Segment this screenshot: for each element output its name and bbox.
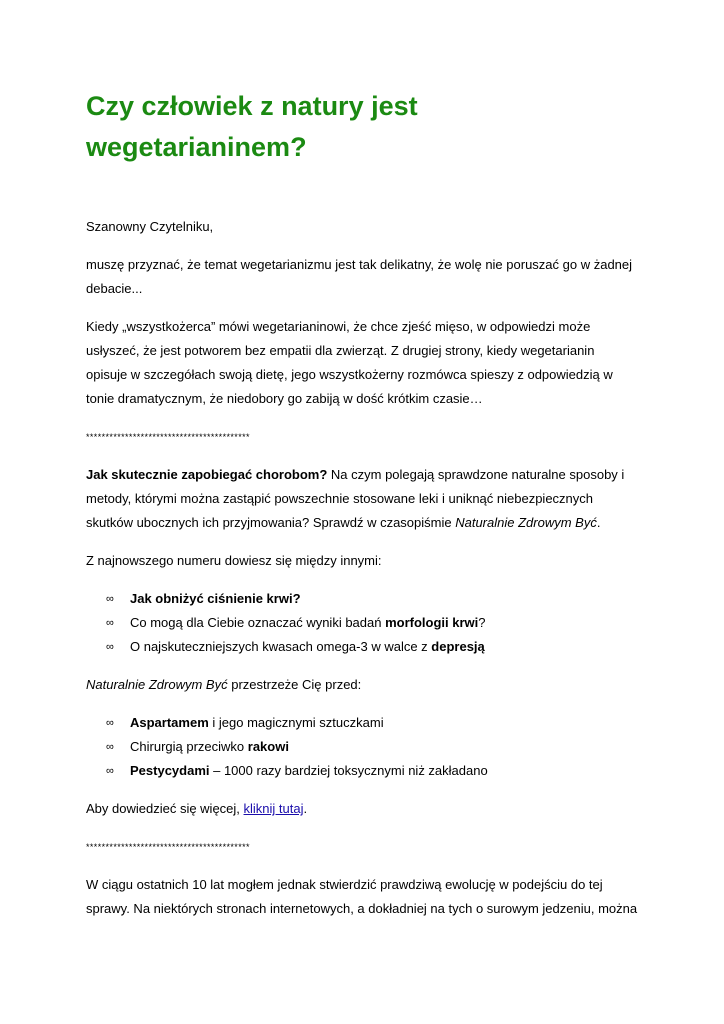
list-item: [86, 611, 638, 635]
list-item: [86, 635, 638, 659]
list-item-bold: depresją: [431, 639, 485, 654]
list-item: [86, 587, 638, 611]
infinity-bullet-icon: ∞: [106, 617, 114, 629]
warnings-intro: [86, 673, 638, 697]
separator-bottom: ******************************************: [86, 842, 250, 852]
list-item-bold: Pestycydami: [130, 763, 210, 778]
warnings-intro-text: przestrzeże Cię przed:: [227, 677, 362, 692]
list-item-text-end: i jego magicznymi sztuczkami: [208, 715, 384, 730]
list-item: [86, 735, 638, 759]
list-item-bold: rakowi: [247, 739, 289, 754]
newest-issue-intro: Z najnowszego numeru dowiesz się między innymi:: [86, 553, 382, 568]
magazine-name: Naturalnie Zdrowym Być: [455, 515, 597, 530]
promo-end: .: [596, 515, 601, 530]
infinity-bullet-icon: ∞: [106, 765, 114, 777]
list-item-bold: Jak obniżyć ciśnienie krwi?: [130, 591, 301, 606]
infinity-bullet-icon: ∞: [106, 593, 114, 605]
promo-question: Jak skutecznie zapobiegać chorobom?: [86, 467, 328, 482]
magazine-name: Naturalnie Zdrowym Być: [86, 677, 228, 692]
separator-top: ******************************************: [86, 432, 250, 442]
argument-paragraph: Kiedy „wszystkożerca” mówi wegetarianinowi, że chce zjeść mięso, w odpowiedzi może usłyszeć, że jest potworem bez empatii dla zwierząt. Z drugiej strony, kiedy wegetarianin opisuje w szczegółach swoją dietę, jego wszystkożerny rozmówca spieszy z odpowiedzią w tonie dramatycznym, że niedobory go zabiją w dość krótkim czasie…: [86, 319, 613, 406]
promo-paragraph: [86, 463, 638, 535]
more-info-text: Aby dowiedzieć się więcej,: [86, 801, 244, 816]
more-info-paragraph: [86, 797, 638, 821]
greeting-paragraph: Szanowny Czytelniku,: [86, 219, 214, 234]
list-item-text: Co mogą dla Ciebie oznaczać wyniki badań: [130, 615, 386, 630]
more-info-end: .: [303, 801, 308, 816]
list-item-bold: Aspartamem: [130, 715, 209, 730]
page-title: Czy człowiek z natury jest wegetarianinem?: [86, 91, 418, 162]
list-item-bold: morfologii krwi: [385, 615, 479, 630]
warnings-list: [86, 711, 638, 783]
infinity-bullet-icon: ∞: [106, 717, 114, 729]
list-item-text: Chirurgią przeciwko: [130, 739, 248, 754]
list-item-text: O najskuteczniejszych kwasach omega-3 w walce z: [130, 639, 432, 654]
intro-paragraph: muszę przyznać, że temat wegetarianizmu jest tak delikatny, że wolę nie poruszać go w żadnej debacie...: [86, 257, 633, 296]
infinity-bullet-icon: ∞: [106, 641, 114, 653]
list-item: [86, 759, 638, 783]
list-item-text-end: – 1000 razy bardziej toksycznymi niż zakładano: [209, 763, 488, 778]
list-item-text-end: ?: [478, 615, 486, 630]
topics-list: [86, 587, 638, 659]
evolution-paragraph: W ciągu ostatnich 10 lat mogłem jednak stwierdzić prawdziwą ewolucję w podejściu do tej sprawy. Na niektórych stronach internetowych, a dokładniej na tych o surowym jedzeniu, można: [86, 877, 638, 916]
more-info-link[interactable]: kliknij tutaj: [243, 801, 304, 816]
list-item: [86, 711, 638, 735]
infinity-bullet-icon: ∞: [106, 741, 114, 753]
promo-text: Na czym polegają sprawdzone naturalne sposoby i metody, którymi można zastąpić powszechnie stosowane leki i uniknąć niebezpiecznych skutków ubocznych ich przyjmowania? Sprawdź w czasopiśmie: [86, 467, 625, 530]
